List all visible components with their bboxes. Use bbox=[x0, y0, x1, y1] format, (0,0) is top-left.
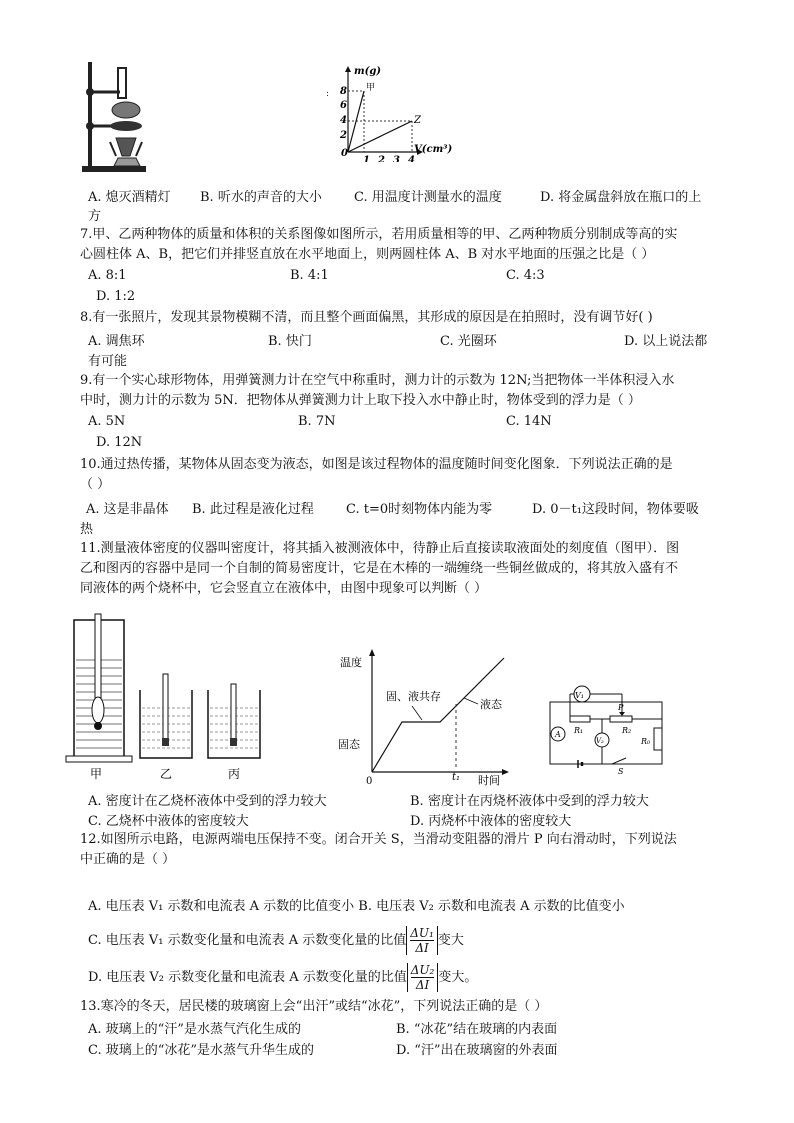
graph1-xtick-4: 4 bbox=[408, 155, 415, 162]
q12-option-c-den: ΔI bbox=[415, 941, 429, 955]
q7-option-b: B. 4:1 bbox=[290, 268, 329, 283]
graph1-origin: 0 bbox=[341, 148, 348, 159]
q12-option-c-num: ΔU₁ bbox=[410, 926, 434, 940]
q12-option-d-num: ΔU₂ bbox=[410, 963, 435, 977]
q12-option-ab: A. 电压表 V₁ 示数和电流表 A 示数的比值变小 B. 电压表 V₂ 示数和电流表 A 示数的比值变小 bbox=[88, 899, 625, 914]
q12-option-d-den: ΔI bbox=[415, 978, 430, 992]
circuit-s: S bbox=[618, 767, 624, 776]
series-b-label: Z bbox=[414, 115, 421, 126]
graph1-xlabel: V(cm³) bbox=[414, 144, 453, 155]
q8-option-d: D. 以上说法都 bbox=[624, 334, 708, 349]
q8-stem: 8.有一张照片，发现其景物模糊不清，而且整个画面偏黑，其形成的原因是在拍照时，没有调节好( ) bbox=[80, 310, 653, 325]
q13-stem: 13.寒冷的冬天，居民楼的玻璃窗上会“出汗”或结“冰花”，下列说法正确的是（ ） bbox=[80, 999, 548, 1014]
q10-option-b: B. 此过程是液化过程 bbox=[192, 502, 314, 517]
q7-option-a: A. 8:1 bbox=[88, 268, 127, 283]
graph2-xlabel: 时间 bbox=[478, 774, 500, 786]
q7-stem-1: 7.甲、乙两种物体的质量和体积的关系图像如图所示，若用质量相等的甲、乙两种物质分别制成等高的实 bbox=[80, 227, 678, 242]
q12-option-d bbox=[88, 963, 477, 992]
temperature-time-graph bbox=[336, 646, 516, 786]
q10-stem-2: （ ） bbox=[80, 477, 111, 492]
temperature-curve bbox=[372, 658, 504, 772]
q6-option-c: C. 用温度计测量水的温度 bbox=[354, 190, 502, 205]
q8-option-c: C. 光圈环 bbox=[440, 334, 497, 349]
circuit-diagram bbox=[540, 680, 670, 776]
q6-option-a: A. 熄灭酒精灯 bbox=[88, 190, 171, 205]
circuit-r2: R₂ bbox=[622, 726, 632, 735]
q10-stem-1: 10.通过热传播，某物体从固态变为液态，如图是该过程物体的温度随时间变化图象．下列说法正确的是 bbox=[80, 457, 673, 472]
hydrometer-figure bbox=[60, 612, 270, 784]
graph2-solid-label: 固态 bbox=[338, 738, 360, 751]
q8-option-d-cont: 有可能 bbox=[88, 354, 128, 369]
q11-stem-2: 乙和图丙的容器中是同一个自制的简易密度计，它是在木棒的一端缠绕一些铜丝做成的，将其放入盛有不 bbox=[80, 561, 679, 576]
q10-option-c: C. t=0时刻物体内能为零 bbox=[346, 502, 493, 517]
series-a-label: 甲 bbox=[366, 83, 376, 93]
circuit-p: P bbox=[618, 703, 624, 712]
q12-option-d-post: 变大。 bbox=[438, 970, 478, 985]
q7-option-d: D. 1:2 bbox=[96, 289, 136, 304]
q6-option-d-cont: 方 bbox=[88, 209, 102, 224]
q8-option-a: A. 调焦环 bbox=[88, 334, 145, 349]
fig-label-jia: 甲 bbox=[90, 767, 103, 781]
q13-option-d: D. “汗”出在玻璃窗的外表面 bbox=[396, 1043, 558, 1058]
q6-option-d: D. 将金属盘斜放在瓶口的上 bbox=[540, 190, 702, 205]
series-b-line bbox=[348, 121, 412, 152]
fig-label-bing: 丙 bbox=[228, 767, 241, 781]
q9-stem-2: 中时，测力计的示数为 5N．把物体从弹簧测力计上取下投入水中静止时，物体受到的浮力是（ ） bbox=[80, 393, 641, 408]
graph2-t1: t₁ bbox=[452, 772, 461, 783]
q12-stem-2: 中正确的是（ ） bbox=[80, 852, 176, 867]
q9-stem-1: 9.有一个实心球形物体，用弹簧测力计在空气中称重时，测力计的示数为 12N;当把物体一半体积浸入水 bbox=[80, 373, 675, 388]
circuit-v2: V₂ bbox=[596, 737, 604, 745]
q12-option-c-fraction bbox=[406, 926, 438, 955]
q7-option-c: C. 4:3 bbox=[506, 268, 545, 283]
graph2-liquid-label: 液态 bbox=[480, 698, 502, 711]
graph1-ytick-8: 8 bbox=[340, 86, 347, 97]
circuit-v1: V₁ bbox=[575, 691, 584, 700]
q10-option-d: D. 0－t₁这段时间，物体要吸 bbox=[532, 502, 699, 517]
q12-stem-1: 12.如图所示电路，电源两端电压保持不变。闭合开关 S，当滑动变阻器的滑片 P 向右滑动时，下列说法 bbox=[80, 832, 677, 847]
q10-option-a: A. 这是非晶体 bbox=[86, 502, 169, 517]
graph1-ytick-6: 6 bbox=[340, 100, 347, 111]
graph1-ylabel: m(g) bbox=[354, 66, 382, 77]
q11-option-a: A. 密度计在乙烧杯液体中受到的浮力较大 bbox=[88, 794, 327, 809]
svg-text::: : bbox=[326, 89, 330, 99]
q6-option-b: B. 听水的声音的大小 bbox=[200, 190, 322, 205]
graph1-ytick-4: 4 bbox=[340, 115, 347, 126]
q12-option-d-text: D. 电压表 V₂ 示数变化量和电流表 A 示数变化量的比值 bbox=[88, 970, 407, 985]
q8-option-b: B. 快门 bbox=[268, 334, 312, 349]
graph2-origin: 0 bbox=[366, 776, 373, 786]
q11-option-c: C. 乙烧杯中液体的密度较大 bbox=[88, 814, 249, 829]
graph1-xtick-2: 2 bbox=[378, 155, 385, 162]
q9-option-a: A. 5N bbox=[88, 414, 126, 429]
q11-option-d: D. 丙烧杯中液体的密度较大 bbox=[410, 814, 572, 829]
q9-option-c: C. 14N bbox=[506, 414, 552, 429]
apparatus-figure bbox=[80, 60, 150, 180]
q11-stem-3: 同液体的两个烧杯中，它会竖直立在液体中，由图中现象可以判断（ ） bbox=[80, 581, 488, 596]
graph1-xtick-1: 1 bbox=[363, 155, 370, 162]
q13-option-a: A. 玻璃上的“汗”是水蒸气汽化生成的 bbox=[88, 1022, 301, 1037]
q9-option-b: B. 7N bbox=[298, 414, 336, 429]
q12-option-c-text: C. 电压表 V₁ 示数变化量和电流表 A 示数变化量的比值 bbox=[88, 933, 407, 948]
q11-option-b: B. 密度计在丙烧杯液体中受到的浮力较大 bbox=[410, 794, 649, 809]
fig-label-yi: 乙 bbox=[160, 767, 173, 781]
graph2-mixed-label: 固、液共存 bbox=[386, 690, 441, 703]
q12-option-d-fraction bbox=[407, 963, 439, 992]
q13-option-b: B. “冰花”结在玻璃的内表面 bbox=[396, 1022, 558, 1037]
graph1-xtick-3: 3 bbox=[393, 155, 400, 162]
graph2-ylabel: 温度 bbox=[340, 656, 362, 669]
graph1-ytick-2: 2 bbox=[340, 130, 347, 141]
circuit-r1: R₁ bbox=[574, 726, 584, 735]
q10-option-d-cont: 热 bbox=[80, 522, 94, 537]
q12-option-c bbox=[88, 926, 464, 955]
circuit-r0: R₀ bbox=[641, 737, 651, 746]
q7-stem-2: 心圆柱体 A、B，把它们并排竖直放在水平地面上，则两圆柱体 A、B 对水平地面的压强之比是（ ） bbox=[80, 247, 655, 262]
q12-option-c-post: 变大 bbox=[437, 933, 464, 948]
mass-volume-graph bbox=[326, 60, 456, 162]
q9-option-d: D. 12N bbox=[96, 435, 143, 450]
q11-stem-1: 11.测量液体密度的仪器叫密度计，将其插入被测液体中，待静止后直接读取液面处的刻度值（图甲）．图 bbox=[80, 541, 680, 556]
q13-option-c: C. 玻璃上的“冰花”是水蒸气升华生成的 bbox=[88, 1043, 315, 1058]
circuit-a: A bbox=[555, 730, 561, 739]
